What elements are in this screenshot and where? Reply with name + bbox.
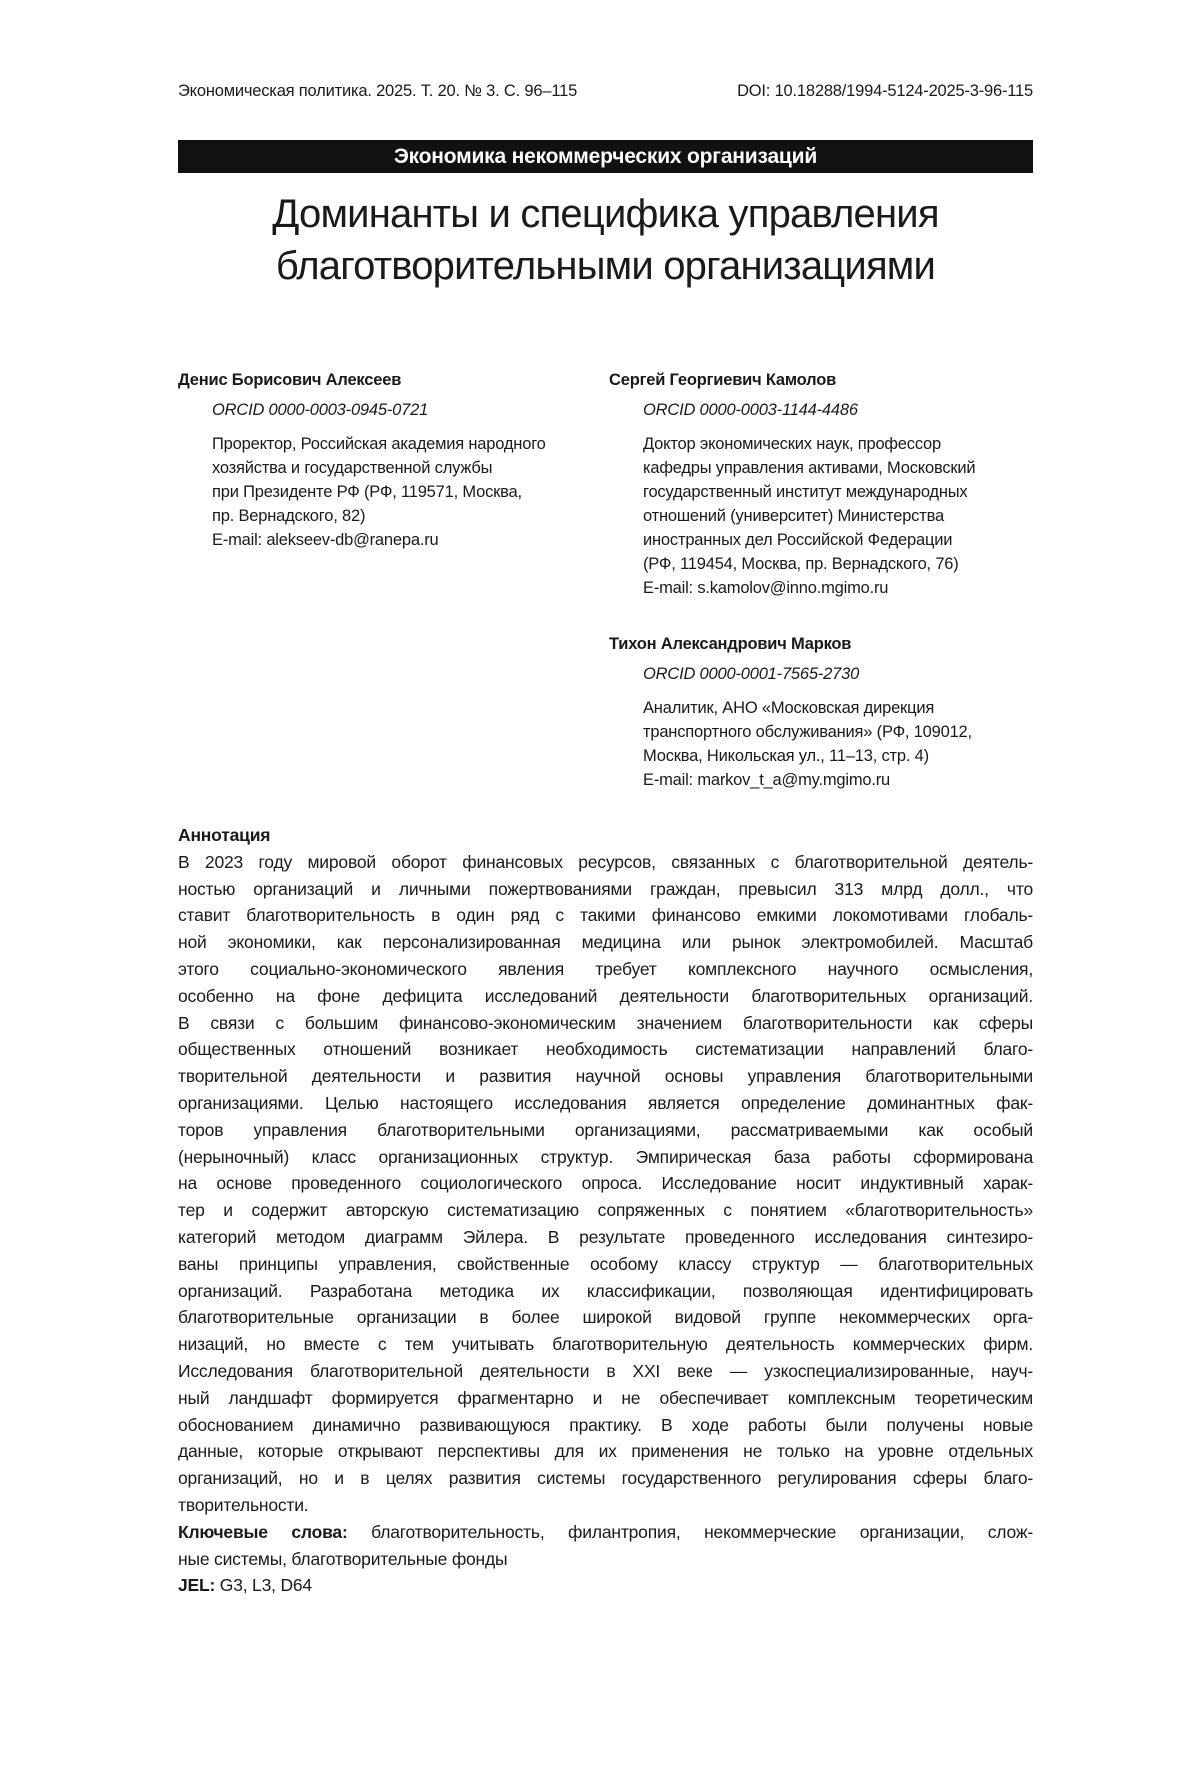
abstract-line: ставит благотворительность в один ряд с такими финансово емкими локомотивами глобаль- <box>178 905 1033 926</box>
author-orcid[interactable]: ORCID 0000-0003-1144-4486 <box>643 401 858 419</box>
section-title: Экономика некоммерческих организаций <box>393 144 818 168</box>
abstract-line: творительной деятельности и развития научной основы управления благотворительными <box>178 1066 1033 1087</box>
abstract-line: этого социально-экономического явления требует комплексного научного осмысления, <box>178 958 1033 979</box>
abstract-line: творительности. <box>178 1494 309 1515</box>
abstract-line: категорий методом диаграмм Эйлера. В результате проведенного исследования синтезиро- <box>178 1226 1033 1247</box>
affiliation-line: хозяйства и государственной службы <box>212 459 493 477</box>
abstract-line: В 2023 году мировой оборот финансовых ресурсов, связанных с благотворительной деятель- <box>178 851 1033 872</box>
abstract-heading: Аннотация <box>178 825 271 845</box>
author-orcid[interactable]: ORCID 0000-0001-7565-2730 <box>643 665 860 683</box>
abstract-line: на основе проведенного социологического опроса. Исследование носит индуктивный харак- <box>178 1173 1033 1194</box>
affiliation-line: кафедры управления активами, Московский <box>643 459 976 477</box>
author-email[interactable]: E-mail: markov_t_a@my.mgimo.ru <box>643 771 890 789</box>
title-line: благотворительными организациями <box>275 244 936 288</box>
jel-value: G3, L3, D64 <box>215 1575 312 1596</box>
abstract-line: ностью организаций и личными пожертвованиями граждан, превысил 313 млрд долл., что <box>178 878 1033 899</box>
abstract-line: организациями. Целью настоящего исследования является определение доминантных фак- <box>178 1092 1033 1113</box>
keywords-text: ные системы, благотворительные фонды <box>178 1548 508 1569</box>
abstract-line: организаций. Разработана методика их классификации, позволяющая идентифицировать <box>178 1280 1033 1301</box>
author-name: Тихон Александрович Марков <box>609 635 852 653</box>
keywords-text: благотворительность, филантропия, некоммерческие организации, слож- <box>347 1521 1033 1542</box>
abstract-body <box>178 849 1033 1519</box>
affiliation-line: Проректор, Российская академия народного <box>212 435 546 453</box>
abstract-line: ваны принципы управления, свойственные особому классу структур — благотворительных <box>178 1253 1033 1274</box>
abstract-line: обоснованием динамично развивающуюся практику. В ходе работы были получены новые <box>178 1414 1033 1435</box>
affiliation-line: иностранных дел Российской Федерации <box>643 531 953 549</box>
affiliation-line: (РФ, 119454, Москва, пр. Вернадского, 76) <box>643 555 959 573</box>
abstract-line: ный ландшафт формируется фрагментарно и не обеспечивает комплексным теоретическим <box>178 1387 1033 1408</box>
keywords-label: Ключевые слова: <box>178 1521 348 1542</box>
affiliation-line: Доктор экономических наук, профессор <box>643 435 942 453</box>
keywords <box>178 1519 1033 1573</box>
journal-citation: Экономическая политика. 2025. Т. 20. № 3. С. 96–115 <box>178 82 578 100</box>
abstract-line: В связи с большим финансово-экономическим значением благотворительности как сферы <box>178 1012 1033 1033</box>
affiliation-line: транспортного обслуживания» (РФ, 109012, <box>643 723 972 741</box>
article-title <box>178 188 1033 292</box>
affiliation-line: при Президенте РФ (РФ, 119571, Москва, <box>212 483 522 501</box>
abstract-line: данные, которые открывают перспективы для их применения не только на уровне отдельных <box>178 1441 1033 1462</box>
jel-codes <box>178 1572 1033 1599</box>
affiliation-line: отношений (университет) Министерства <box>643 507 944 525</box>
abstract-line: торов управления благотворительными организациями, рассматриваемыми как особый <box>178 1119 1033 1140</box>
author-affiliation <box>643 696 1033 792</box>
author-name: Сергей Георгиевич Камолов <box>609 371 837 389</box>
abstract-line: Исследования благотворительной деятельности в XXI веке — узкоспециализированные, науч- <box>178 1360 1033 1381</box>
section-banner <box>178 140 1033 173</box>
affiliation-line: Аналитик, АНО «Московская дирекция <box>643 699 935 717</box>
abstract-line: благотворительные организации в более широкой видовой группе некоммерческих орга- <box>178 1307 1033 1328</box>
author-block <box>178 368 598 552</box>
author-email[interactable]: E-mail: s.kamolov@inno.mgimo.ru <box>643 579 889 597</box>
author-affiliation <box>212 432 598 552</box>
keywords-line <box>178 1519 1033 1546</box>
author-name: Денис Борисович Алексеев <box>178 371 402 389</box>
author-block <box>609 632 1033 792</box>
abstract-line: низаций, но вместе с тем учитывать благотворительную деятельность коммерческих фирм. <box>178 1334 1033 1355</box>
abstract-section <box>178 822 1033 1599</box>
affiliation-line: Москва, Никольская ул., 11–13, стр. 4) <box>643 747 929 765</box>
abstract-line: (нерыночный) класс организационных структур. Эмпирическая база работы сформирована <box>178 1146 1033 1167</box>
author-block <box>609 368 1033 600</box>
abstract-line: общественных отношений возникает необходимость систематизации направлений благо- <box>178 1039 1033 1060</box>
abstract-line: тер и содержит авторскую систематизацию сопряженных с понятием «благотворительность» <box>178 1200 1033 1221</box>
author-orcid[interactable]: ORCID 0000-0003-0945-0721 <box>212 401 429 419</box>
doi[interactable]: DOI: 10.18288/1994-5124-2025-3-96-115 <box>737 82 1033 100</box>
running-header <box>178 82 1033 101</box>
title-line: Доминанты и специфика управления <box>272 192 939 236</box>
abstract-line: ной экономики, как персонализированная медицина или рынок электромобилей. Масштаб <box>178 932 1033 953</box>
affiliation-line: пр. Вернадского, 82) <box>212 507 366 525</box>
author-affiliation <box>643 432 1033 600</box>
affiliation-line: государственный институт международных <box>643 483 968 501</box>
author-email[interactable]: E-mail: alekseev-db@ranepa.ru <box>212 531 439 549</box>
jel-label: JEL: <box>178 1575 216 1596</box>
abstract-line: особенно на фоне дефицита исследований деятельности благотворительных организаций. <box>178 985 1033 1006</box>
abstract-line: организаций, но и в целях развития системы государственного регулирования сферы благо- <box>178 1468 1033 1489</box>
